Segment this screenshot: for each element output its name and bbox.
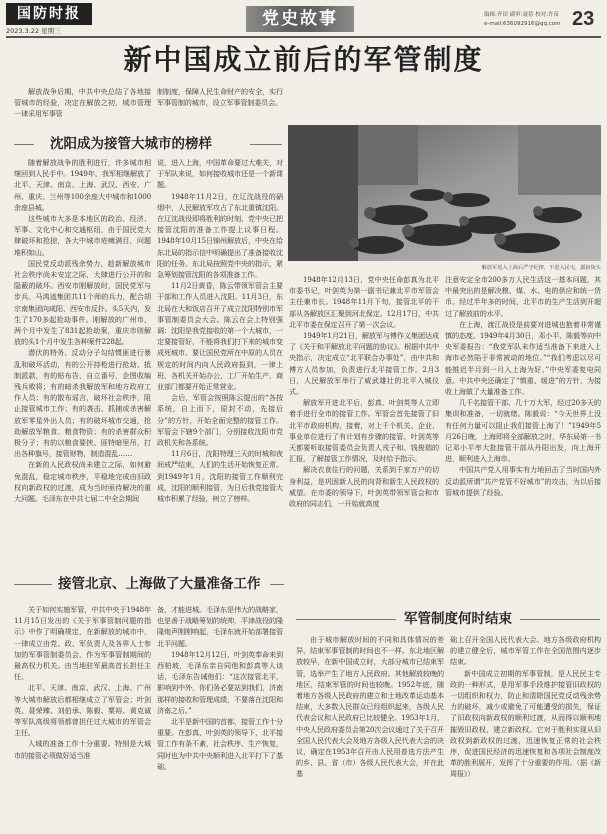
- section-heading-end-of-military-control: 军管制度何时结束: [404, 611, 512, 627]
- lead-right: 制制度，保障人民生命财产的安全，实行军事管制的城市，设立军事管制委员会。: [157, 87, 283, 108]
- weekday-text: 星期三: [41, 27, 61, 35]
- editors-line: 编辑:齐田 副审:聂蓓 校对:许苗: [484, 12, 560, 18]
- photo-image: [288, 125, 601, 261]
- section-heading-shenyang: 沈阳成为接管大城市的榜样: [50, 136, 212, 152]
- article-title: 新中国成立前后的军管制度: [123, 43, 484, 76]
- body-column-3: 1948年12月13日，党中央任命彭真为北平市委书记，叶剑英为第一副书记兼北平市军管会主任兼市长。1948年11月下旬，接管北平的干部从各解放区汇聚到河北保定。12月17日，中共北平市委在保定召开了第一次会议。 1949年1月21日，解放军与傅作义集团达成了《关于和平解放北平问题的协议》。根据中共中央指示，决定成立“北平联合办事处”，由中共和傅方人员参加，负责进行北平接管工作。2月3日，人民解放军举行了威武雄壮的北平入城仪式。 解放军开进北平后，彭真、叶剑英等人立即着手进行全市的接管工作。军管会首先接管了旧北平市政府机构，接着，对上千个机关、企业、事业单位进行了有计划有步骤的接管。叶剑英等天都要听取接管委员会负责人戎子和、钱俊瑞的汇报，了解接管工作情况，及时给予指示。 解决衣食住行的问题，关系到千家万户的切身利益，是巩固新人民的向背和新生人民政权的威望。在市委的领导下，叶剑英带领军管会和市政府的同志们，一开始就高度: [289, 275, 439, 509]
- header-rule: [6, 36, 601, 38]
- heading-rule-left-2: [14, 584, 52, 585]
- photo-caption: 解放军进入上海后严守纪律，不进入民宅，露宿街头: [481, 265, 601, 271]
- column-tag: 党史故事: [246, 6, 354, 32]
- heading-rule-right-2: [270, 584, 284, 585]
- heading-rule-left-3: [296, 619, 396, 620]
- body-column-1: 随着解放战争的胜利进行，许多城市相继回到人民手中。1949年，我军相继解放了北平、天津、南京、上海、武汉、西安、广州、重庆、兰州等100余座大中城市和1000余座县城。 这些城市大多是本地区的政治、经济、军事、文化中心和交通枢纽，由于国民党大肆破坏和抢掠，各大中城市疮痍满目，问题堆积如山。 国民党反动派残余势力，趁新解放城市社会秩序尚未安定之际，大肆进行公开的和隐蔽的破坏。西安市刚解放时，国民党军与步兵、马鸿逵集团共11个师的兵力，配合胡宗南集团向咸阳、西安市反扑。头5天内，发生了170多起抢劫事件。刚解放的广州市，两个月中发生了831起抢劫案，重庆市则解放的头1个月中发生各种案件228起。 潜伏的特务、反动分子勾结惯匪进行暴乱和破坏活动，有的公开持枪进行抢劫、抵制派款，有的贴布告、自立番号，企图收编残兵败将；有的暗杀我解放军和地方政府工作人员；有的散布谣言，破坏社会秩序，阻止接管城市工作；有的袭击、抓捕或杀害解放军零星外出人员；有的破坏城市交通，抢劫解放军粮食、粮食物资；有的杀害群众积极分子；有的以粮食要挟、匪特暗里吊，打出各种旗号，接管财物，制造混乱…… 在新的人民政权尚未建立之际，如何避免混乱，稳定城市秩序，平稳地完成由旧政权向新政权的过渡，成为当时亟待解决的重大问题。毛泽东在中共七届二中全会期间: [14, 158, 151, 504]
- date-text: 2023.3.22: [6, 27, 40, 35]
- body-column-b2: 备，才能进城。毛泽东是伟大的战略家，也是善于战略筹划的统帅，平津战役的隆隆炮声刚刚响起，毛泽东就开始部署接管北平问题。 1948年12月12日，叶剑英奉命来到西柏坡，毛泽东亲自同他和彭真等人谈话，毛泽东告诫他们：“这次接管北平，影响到中外，你们务必要站到我们，济南那样的接收和管理成绩，不要落在沈阳和济南之后。” 北平是新中国的首都，接管工作十分重要。在彭真、叶剑英的领导下，北平接管工作有条不紊，社会秩序、生产恢复，同时也为中共中央顺利进入北平打下了基础。: [157, 605, 283, 771]
- masthead-logo: 国防时报: [6, 3, 92, 25]
- body-column-4: 注意安定全市200多万人民生活这一基本问题，其中最突出的是解决粮、煤、水、电的供应和统一货币。经过半年多的时间，北平市的生产生活到开超过了解放前的水平。 在上海，渡江战役是前要对进城也抱着非常谨慎的态度。1949年4月30日，邓小平、陈毅等向中央军委报告：“我党军队未作适当准备下来进入上海市必然陷于非常被动的地位。”“我们考虑以尽可能推迟半月到一月入上海为好。”中央军委复电同意。中共中央还确定了“慎重、缓进”的方针，为接收上海做了大量准备工作。 几千名接管干部、几十万大军，经过20多天的集训和准备，一切就绪。陈毅说：“今天世界上没有任何力量可以阻止我们接管上海了！”1949年5月26日晚，上海即将全部解放之时，华东局第一书记邓小平率大批接管干部从丹阳出发，向上海开进，顺利进入上海市。 中国共产党人用事实有力地回击了当时国内外反动派所谓“共产党管不好城市”的攻击，为以后接管城市提供了经验。: [445, 275, 601, 497]
- page-number: 23: [572, 8, 595, 30]
- body-column-b3: 由于城市解放时间的不同和具体情况的差异，结束军事管制的时间也不一样。东北地区解放较早，在新中国成立时，大部分城市已结束军管，选举产生了地方人民政府。其他解放较晚的地区，结束军管的时间也较晚。1952年底，随着地方各级人民政府的建立和土地改革运动基本结束，大多数人民群众已经组织起来，各级人民代表会议和人民政府已比较健全。1953年1月，中央人民政府委员会第20次会议通过了关于召开全国人民代表大会及地方各级人民代表大会的决议，确定在1953年召开由人民用普选方法产生的乡、县、省（市）各级人民代表大会，并在此基: [296, 635, 444, 779]
- photo-soldiers: [288, 125, 601, 261]
- heading-rule-left: [14, 144, 34, 145]
- heading-rule-right-3: [520, 619, 600, 620]
- body-column-2: 说，进入上海，中国革命要过大难关，对于军队来说，如何接收城市还是一个新课题。 1948年11月2日，在辽沈战役的硝烟中，人民解放军攻占了东北重镇沈阳。在辽沈战役即将胜利的时刻，党中央已把接管沈阳的准备工作提上议事日程。1948年10月15日锦州解放后，中央在给东北局的指示信中明确提出了准备接收沈阳的任务。东北局按照党中央的指示，紧急筹划接管沈阳的各项准备工作。 11月2日黄昏，陈云带领军管会主要干部和工作人员进入沈阳。11月3日，东北局在大和饭店召开了成立沈阳特别市军事管制委员会大会。陈云在会上特别强调：沈阳是我党接收的第一个大城市，一定要接管好，不能将我们打下来的城市变成死城市。要让国民党所在中原的人员在规定的时间内向人民政府报到，一律上班，各机关开始办公，工厂开始生产，商业部门都要开始正常营业。 会后，军管会按照陈云提出的“各按系统，自上而下，原封不动，先接后分”的方针，开始全面完整的接管工作。军管会下辖9个部门，分别接收沈阳市党政机关和各系统。 11月6日，沈阳特理三天的时城和夜间戒严结束，人们的生活开始恢复正常。到1949年1月，沈阳的接管工作顺利完成，沈阳的顺利接管，为日后我党接管大城市积累了经验，树立了榜样。: [157, 158, 283, 504]
- body-column-b4: 础上召开全国人民代表大会。地方各级政府机构的建立健全后，城市军管工作在全国范围内逐步结束。 新中国成立初期的军事管制，是人民民主专政的一种形式，是用军事手段维护接管旧政权的一切组织和权力，防止和清除国民党反动残余势力的破坏，减少或避免了可能遭受的损失，保证了旧政权向新政权的顺利过渡，从而得以顺利地摧毁旧政权，建立新政权。它对于胜利实现从旧政权到新政权的过渡，迅速恢复正常的社会秩序，促进国民经济的迅速恢复和各项社会制度改革的胜利展开，发挥了十分重要的作用。（据《新周报》）: [450, 635, 601, 779]
- section-heading-beijing-shanghai: 接管北京、上海做了大量准备工作: [58, 576, 261, 592]
- heading-rule-right: [250, 144, 282, 145]
- body-column-b1: 关于如何实施军管，中共中央于1948年11月15日发出的《关于军事管制问题的指示》中作了明确规定，在新解放的城市中，一律成立由党、政、军负责人及各界人士参加的军事管制委员会，作为军事管制期间的最高权力机关。由当地驻军最高首长担任主任。 北平、天津、南京、武汉、上海、广州等大城市解放后都相继成立了军管会；叶剑英、聂荣臻、刘伯承、陈毅、粟裕、黄克诚等军队高级将领都曾担任过大城市的军管会主任。 入城的准备工作十分重要。特别是大城市的接管必须做好适当准: [14, 605, 151, 760]
- email-line: e-mail:636092916@qq.com: [484, 21, 561, 27]
- issue-date: [6, 26, 61, 35]
- lead-left: 解放战争后期，中共中央总结了各地接管城市的经验，决定在解放之初，城市管理一律采用军事管: [14, 87, 151, 119]
